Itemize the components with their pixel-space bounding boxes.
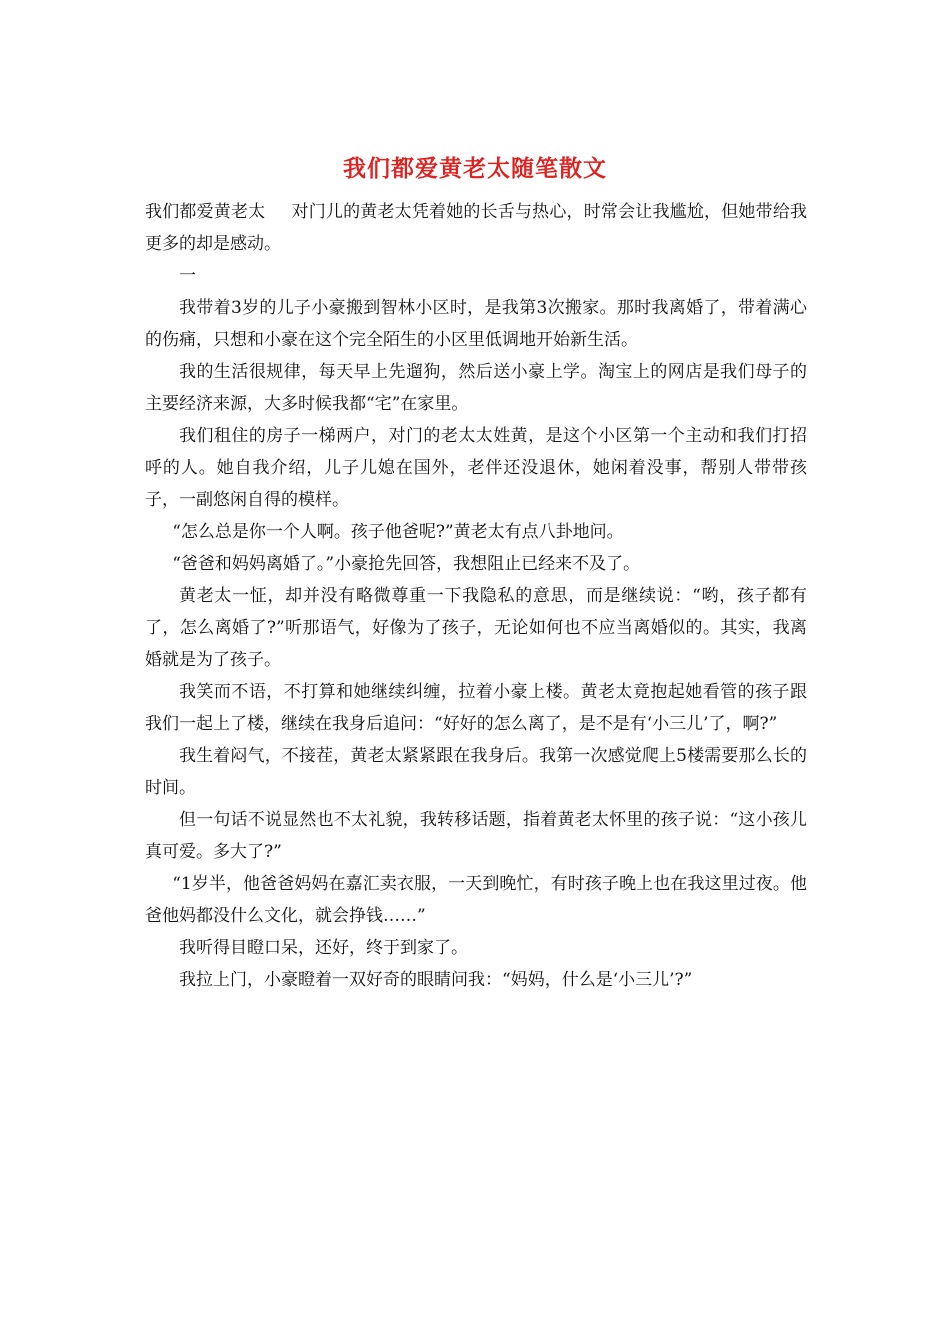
body-paragraph: “爸爸和妈妈离婚了。”小豪抢先回答，我想阻止已经来不及了。 — [172, 554, 641, 574]
body-paragraph: 我生着闷气，不接茬，黄老太紧紧跟在我身后。我第一次感觉爬上5楼需要那么长的时间。 — [145, 746, 807, 798]
intro-paragraph — [145, 196, 807, 260]
document-body — [145, 196, 807, 996]
body-paragraph: 我们租住的房子一梯两户，对门的老太太姓黄，是这个小区第一个主动和我们打招呼的人。她自我介绍，儿子儿媳在国外，老伴还没退休，她闲着没事，帮别人带带孩子，一副悠闲自得的模样。 — [145, 426, 807, 510]
body-paragraph: “1岁半，他爸爸妈妈在嘉汇卖衣服，一天到晚忙，有时孩子晚上也在我这里过夜。他爸他妈都没什么文化，就会挣钱……” — [145, 874, 807, 926]
intro-rest: 对门儿的黄老太凭着她的长舌与热心，时常会让我尴尬，但她带给我更多的却是感动。 — [145, 202, 808, 254]
body-paragraph: 我拉上门，小豪瞪着一双好奇的眼睛问我：“妈妈，什么是‘小三儿’?” — [179, 970, 693, 990]
body-paragraph: 我笑而不语，不打算和她继续纠缠，拉着小豪上楼。黄老太竟抱起她看管的孩子跟我们一起上了楼，继续在我身后追问：“好好的怎么离了，是不是有‘小三儿’了，啊?” — [145, 682, 807, 734]
body-paragraph: 我带着3岁的儿子小豪搬到智林小区时，是我第3次搬家。那时我离婚了，带着满心的伤痛，只想和小豪在这个完全陌生的小区里低调地开始新生活。 — [145, 298, 807, 350]
body-paragraph: 我听得目瞪口呆，还好，终于到家了。 — [179, 938, 468, 958]
body-paragraph: 但一句话不说显然也不太礼貌，我转移话题，指着黄老太怀里的孩子说：“这小孩儿真可爱。多大了?” — [145, 810, 807, 862]
body-paragraph: 我的生活很规律，每天早上先遛狗，然后送小豪上学。淘宝上的网店是我们母子的主要经济来源，大多时候我都“宅”在家里。 — [145, 362, 807, 414]
body-paragraph: 黄老太一怔，却并没有略微尊重一下我隐私的意思，而是继续说：“哟，孩子都有了，怎么离婚了?”听那语气，好像为了孩子，无论如何也不应当离婚似的。其实，我离婚就是为了孩子。 — [145, 586, 807, 670]
intro-lead: 我们都爱黄老太 — [145, 202, 266, 222]
section-number: 一 — [179, 266, 196, 286]
document-title: 我们都爱黄老太随笔散文 — [343, 155, 607, 182]
body-paragraph: “怎么总是你一个人啊。孩子他爸呢?”黄老太有点八卦地问。 — [172, 522, 624, 542]
